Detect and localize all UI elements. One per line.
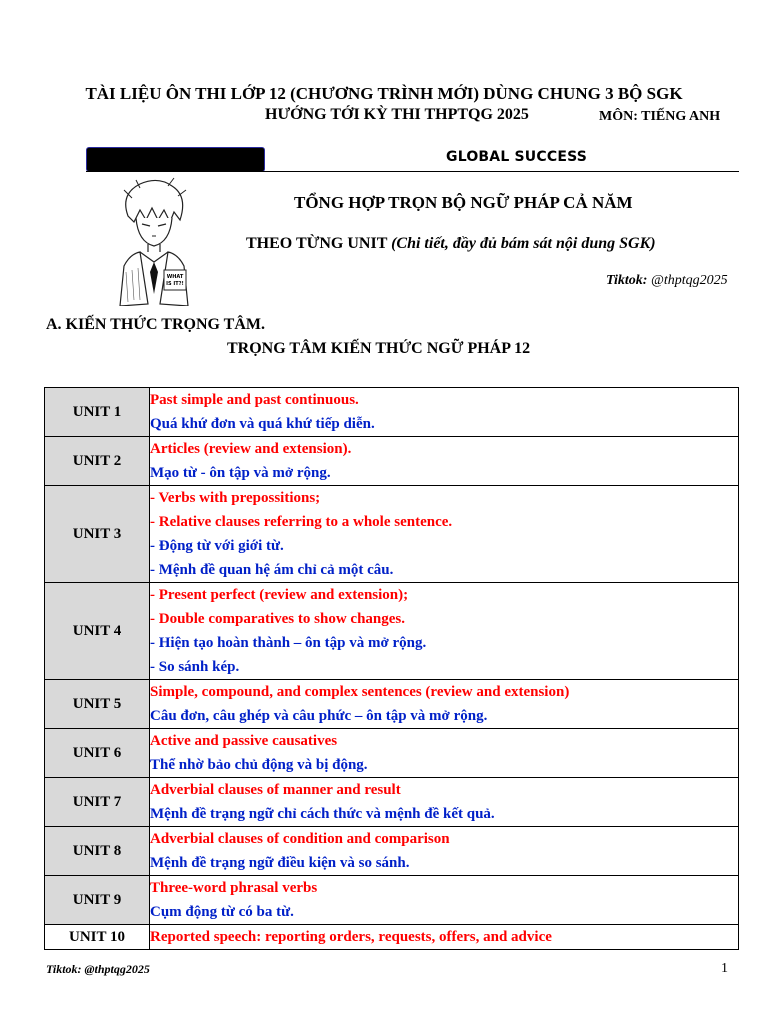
unit-label: UNIT 3 [45,486,150,583]
english-topic: - Relative clauses referring to a whole sentence. [150,514,453,530]
section-title: TRỌNG TÂM KIẾN THỨC NGỮ PHÁP 12 [227,340,531,357]
vietnamese-topic: - So sánh kép. [150,659,240,675]
subtitle-prefix: THEO TỪNG UNIT [246,235,392,252]
vietnamese-topic: - Mệnh đề quan hệ ám chỉ cả một câu. [150,562,394,578]
unit-label: UNIT 6 [45,729,150,778]
illustration-caption-line-1: WHAT [166,274,184,280]
unit-content [150,729,739,778]
unit-label: UNIT 9 [45,876,150,925]
subject-label: MÔN: TIẾNG ANH [599,109,721,124]
english-topic: Reported speech: reporting orders, requests, offers, and advice [150,929,552,945]
header-divider [86,171,739,172]
english-topic: Active and passive causatives [150,733,338,749]
unit-content [150,583,739,680]
unit-content [150,876,739,925]
table-row [45,827,739,876]
vietnamese-topic: Cụm động từ có ba từ. [150,904,294,920]
unit-label: UNIT 2 [45,437,150,486]
english-topic: Articles (review and extension). [150,441,352,457]
document-title: TỔNG HỢP TRỌN BỘ NGỮ PHÁP CẢ NĂM [294,193,633,212]
english-topic: - Present perfect (review and extension); [150,587,409,603]
unit-label: UNIT 4 [45,583,150,680]
unit-content [150,827,739,876]
grammar-units-table [44,387,739,950]
vietnamese-topic: - Hiện tạo hoàn thành – ôn tập và mở rộng. [150,635,427,651]
vietnamese-topic: Mạo từ - ôn tập và mở rộng. [150,465,331,481]
vietnamese-topic: Quá khứ đơn và quá khứ tiếp diễn. [150,416,375,432]
vietnamese-topic: Thể nhờ bảo chủ động và bị động. [150,757,368,773]
unit-content [150,925,739,950]
illustration-caption-line-2: IS IT?! [166,281,184,287]
unit-label: UNIT 10 [45,925,150,950]
tiktok-credit [606,273,728,289]
unit-label: UNIT 8 [45,827,150,876]
unit-label: UNIT 7 [45,778,150,827]
tiktok-label: Tiktok: [606,273,648,288]
table-row [45,486,739,583]
unit-content [150,437,739,486]
document-subtitle [246,235,656,253]
table-row [45,437,739,486]
table-row [45,388,739,437]
unit-content [150,388,739,437]
table-row [45,778,739,827]
unit-content [150,680,739,729]
table-row [45,680,739,729]
vietnamese-topic: Mệnh đề trạng ngữ điều kiện và so sánh. [150,855,410,871]
english-topic: Three-word phrasal verbs [150,880,318,896]
footer-tiktok: Tiktok: @thptqg2025 [46,962,150,976]
english-topic: - Verbs with prepossitions; [150,490,321,506]
header-line-2: HƯỚNG TỚI KỲ THI THPTQG 2025 [265,106,529,123]
unit-label: UNIT 5 [45,680,150,729]
unit-content [150,486,739,583]
unit-content [150,778,739,827]
table-row [45,876,739,925]
english-topic: - Double comparatives to show changes. [150,611,405,627]
vietnamese-topic: - Động từ với giới từ. [150,538,284,554]
redacted-bar [86,147,265,172]
english-topic: Past simple and past continuous. [150,392,359,408]
table-row [45,925,739,950]
series-label: GLOBAL SUCCESS [446,149,588,165]
manga-character-illustration [110,176,194,306]
english-topic: Adverbial clauses of condition and comparison [150,831,450,847]
page-number: 1 [721,961,728,976]
header-line-1: TÀI LIỆU ÔN THI LỚP 12 (CHƯƠNG TRÌNH MỚI) DÙNG CHUNG 3 BỘ SGK [85,84,683,103]
vietnamese-topic: Câu đơn, câu ghép và câu phức – ôn tập và mở rộng. [150,708,488,724]
tiktok-handle: @thptqg2025 [647,273,728,288]
section-heading: A. KIẾN THỨC TRỌNG TÂM. [46,316,265,333]
table-row [45,583,739,680]
table-row [45,729,739,778]
subtitle-note: (Chi tiết, đầy đủ bám sát nội dung SGK) [391,235,656,252]
vietnamese-topic: Mệnh đề trạng ngữ chỉ cách thức và mệnh đề kết quả. [150,806,495,822]
english-topic: Adverbial clauses of manner and result [150,782,401,798]
unit-label: UNIT 1 [45,388,150,437]
english-topic: Simple, compound, and complex sentences (review and extension) [150,684,570,700]
